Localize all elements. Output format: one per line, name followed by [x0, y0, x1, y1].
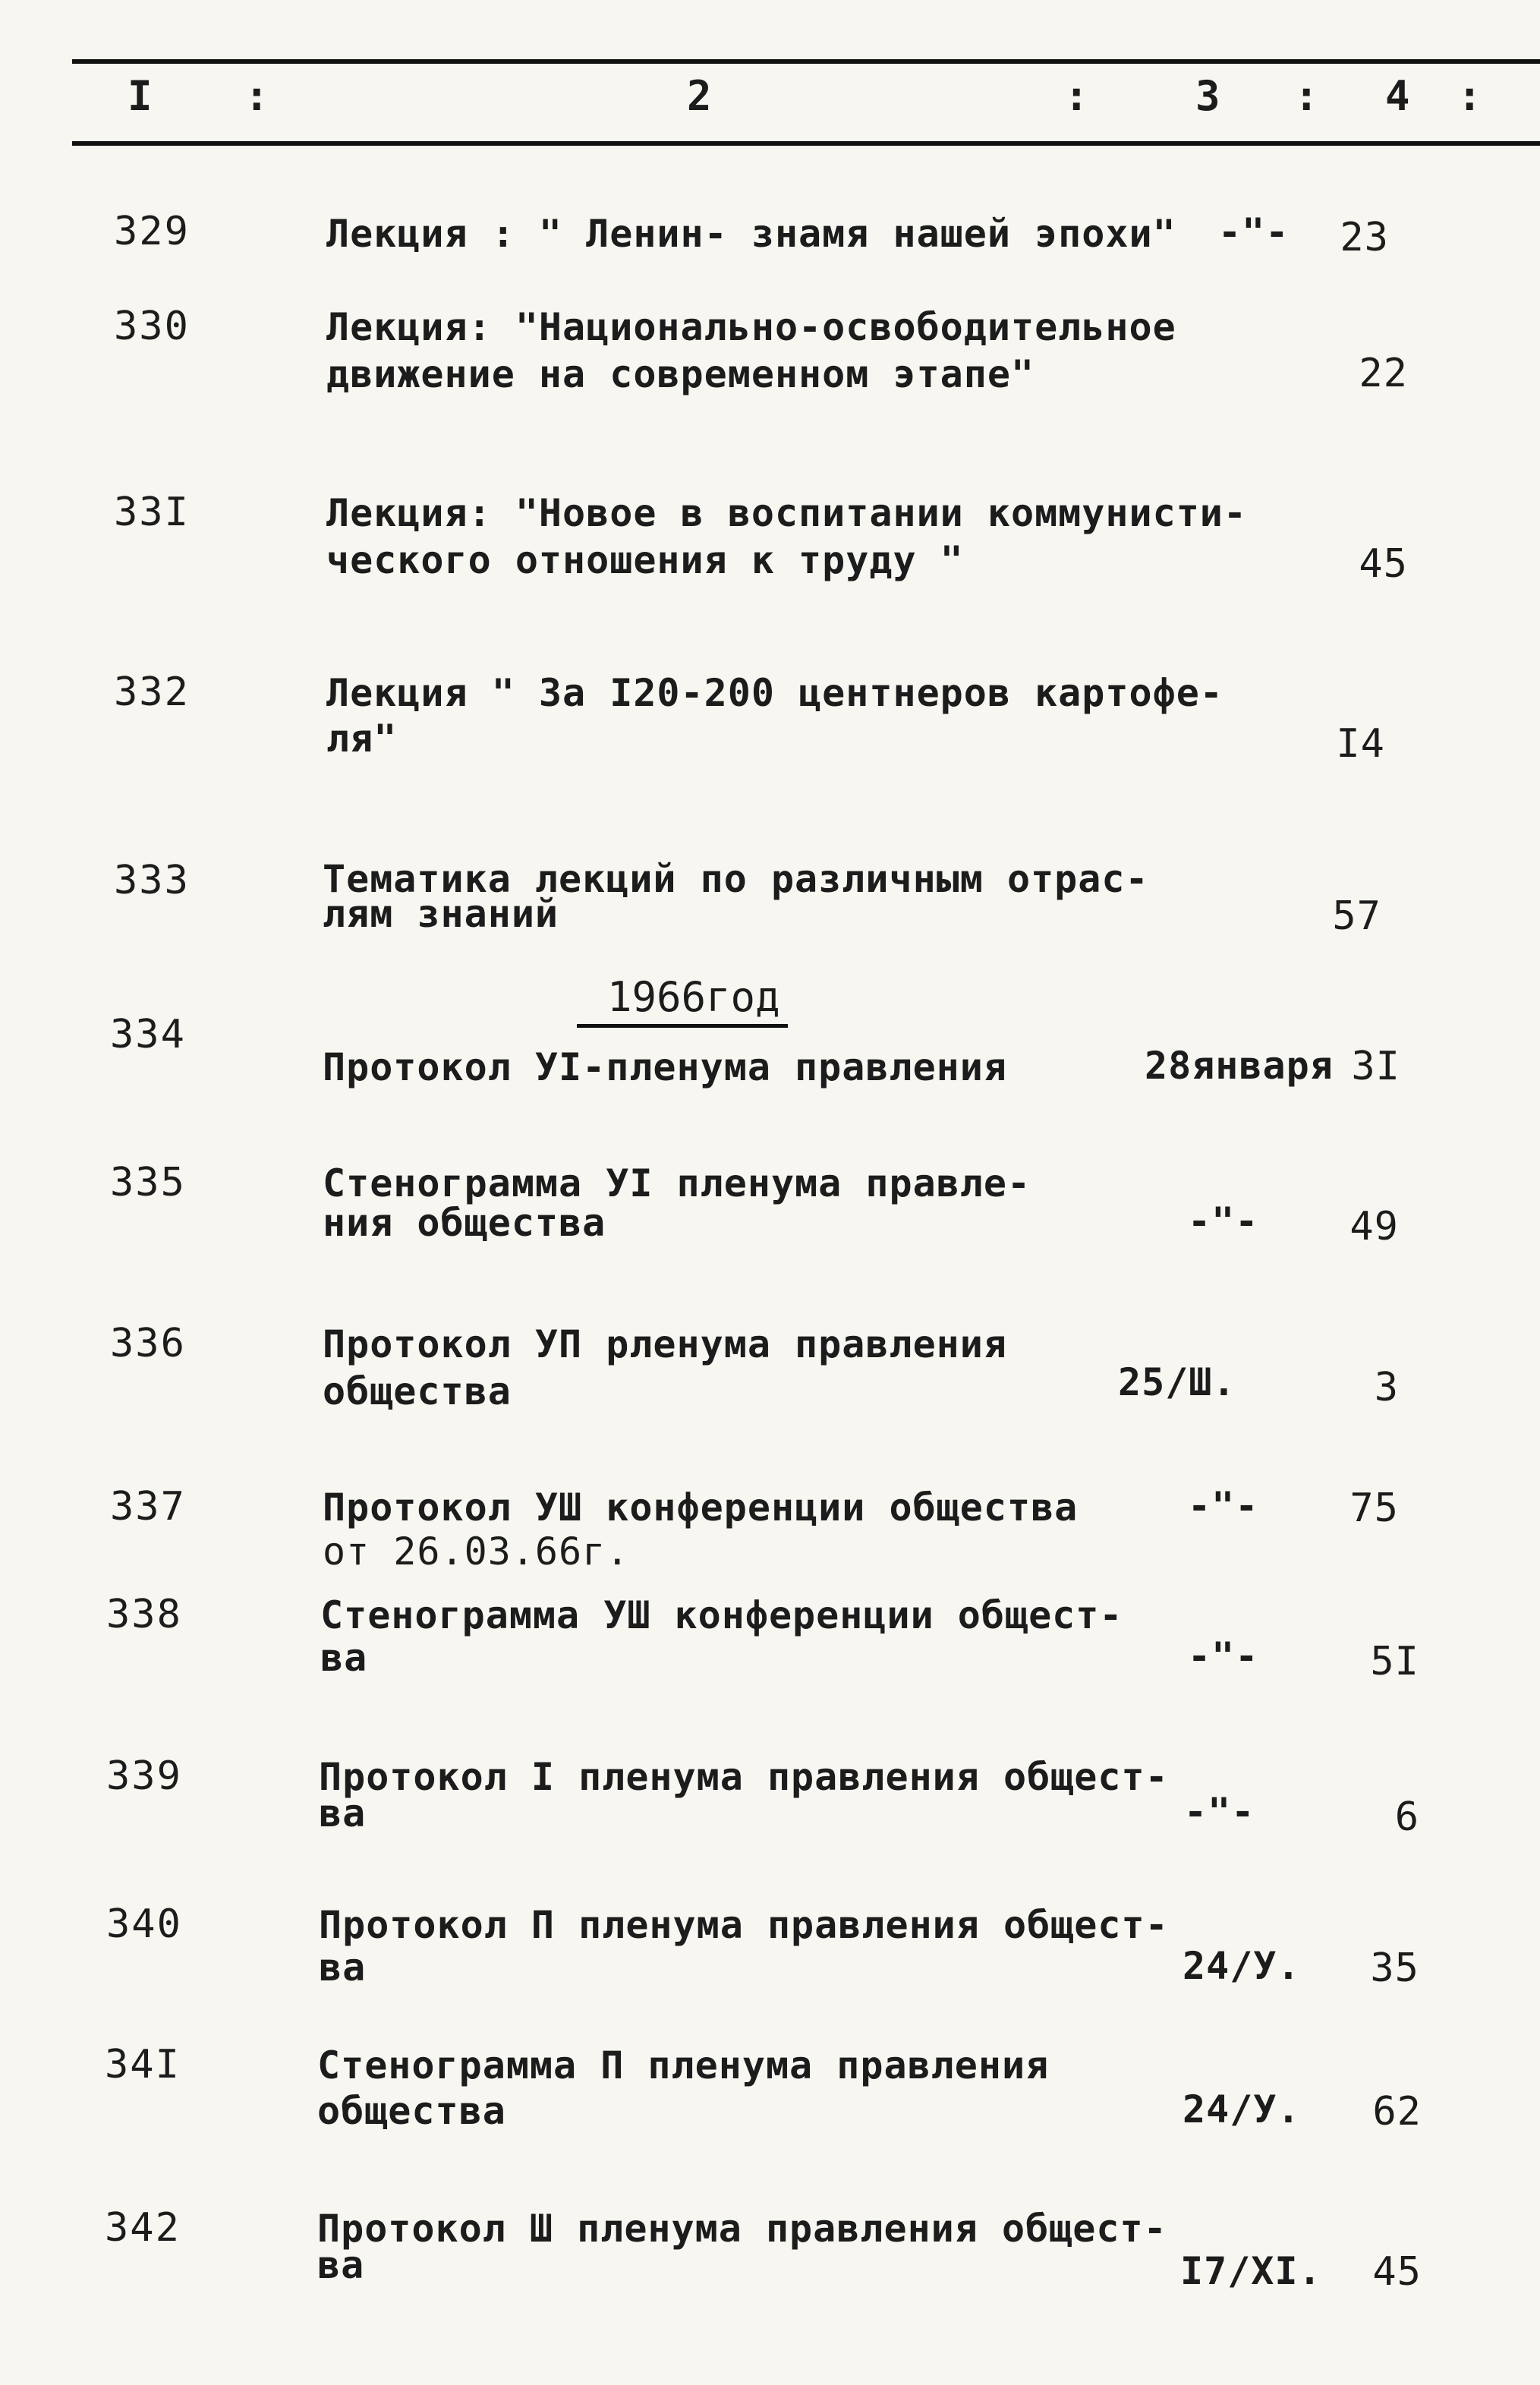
header-col1: I [128, 72, 153, 120]
entry-pages: 75 [1349, 1486, 1399, 1531]
entry-pages: 3 [1374, 1365, 1399, 1410]
entry-title-line2: общества [317, 2089, 506, 2133]
header-sep-3: : [1294, 72, 1319, 120]
entry-title-line1: Протокол I пленума правления общест- [319, 1755, 1169, 1799]
entry-date: 25/Ш. [1118, 1360, 1236, 1404]
entry-date: -"- [1188, 1199, 1259, 1243]
entry-pages: 3I [1351, 1044, 1400, 1089]
entry-title-line1: Протокол Ш пленума правления общест- [317, 2207, 1167, 2251]
entry-number: 339 [106, 1753, 182, 1799]
entry-pages: 22 [1359, 351, 1408, 396]
entry-title-line1: Стенограмма УI пленума правле- [323, 1161, 1031, 1205]
header-col2: 2 [687, 72, 712, 120]
entry-title-line1: Лекция: "Национально-освободительное [326, 305, 1176, 349]
entry-title-line2: ва [317, 2243, 365, 2287]
entry-title-line1: Протокол УШ конференции общества [323, 1486, 1079, 1530]
entry-number: 330 [114, 304, 190, 349]
entry-pages: 35 [1370, 1945, 1419, 1991]
entry-pages: 49 [1349, 1204, 1399, 1249]
entry-pages: 5I [1370, 1639, 1419, 1684]
entry-title-line2: лям знаний [323, 892, 559, 936]
year-heading: 1966год [577, 973, 788, 1028]
entry-pages: 6 [1394, 1794, 1419, 1840]
entry-pages: 45 [1359, 541, 1408, 587]
entry-title-line1: Лекция : " Ленин- знамя нашей эпохи" [326, 212, 1176, 256]
entry-date: -"- [1188, 1634, 1259, 1678]
entry-pages: 57 [1332, 893, 1381, 939]
entry-number: 338 [106, 1592, 182, 1637]
entry-title-line1: Лекция " За I20-200 центнеров картофе- [326, 671, 1223, 715]
header-sep-1: : [244, 72, 269, 120]
entry-title-line2: ва [320, 1636, 368, 1680]
entry-title-line1: Протокол УП рленума правления [323, 1322, 1007, 1366]
entry-date: -"- [1188, 1484, 1259, 1528]
entry-date: -"- [1218, 210, 1290, 254]
entry-title-line2: общества [323, 1369, 512, 1413]
entry-number: 329 [114, 209, 190, 254]
entry-pages: 45 [1372, 2249, 1422, 2295]
entry-number: 334 [110, 1012, 186, 1057]
entry-title-line2: от 26.03.66г. [323, 1530, 630, 1574]
header-sep-2: : [1064, 72, 1089, 120]
entry-title-line1: Протокол УI-пленума правления [323, 1045, 1007, 1089]
header-bottom-rule [72, 141, 1540, 146]
entry-pages: 62 [1372, 2089, 1422, 2135]
entry-title-line1: Стенограмма УШ конференции общест- [320, 1593, 1123, 1637]
entry-title-line2: ва [319, 1945, 367, 1990]
header-sep-4: : [1457, 72, 1482, 120]
entry-date: -"- [1184, 1790, 1255, 1834]
header-col4: 4 [1385, 72, 1410, 120]
entry-number: 335 [110, 1160, 186, 1205]
entry-number: 34I [105, 2042, 181, 2087]
entry-title-line2: ва [319, 1791, 367, 1835]
header-top-rule [72, 59, 1540, 64]
entry-title-line1: Стенограмма П пленума правления [317, 2043, 1050, 2087]
entry-title-line2: ния общества [323, 1201, 606, 1245]
entry-date: 24/У. [1183, 1944, 1301, 1988]
entry-number: 336 [110, 1321, 186, 1366]
entry-number: 337 [110, 1484, 186, 1530]
entry-number: 33I [114, 490, 190, 535]
entry-number: 342 [105, 2205, 181, 2251]
entry-number: 332 [114, 670, 190, 715]
entry-title-line1: Лекция: "Новое в воспитании коммунисти- [326, 491, 1247, 535]
entry-number: 333 [114, 858, 190, 903]
entry-title-line1: Протокол П пленума правления общест- [319, 1903, 1169, 1947]
entry-title-line2: движение на современном этапе" [326, 352, 1035, 396]
entry-date: 28января [1145, 1044, 1334, 1088]
entry-title-line1: Тематика лекций по различным отрас- [323, 857, 1149, 901]
header-col3: 3 [1195, 72, 1220, 120]
entry-pages: 23 [1340, 215, 1389, 260]
entry-date: I7/XI. [1180, 2249, 1322, 2293]
entry-pages: I4 [1336, 721, 1385, 767]
entry-title-line2: ческого отношения к труду " [326, 538, 964, 582]
entry-title-line2: ля" [326, 717, 398, 761]
entry-date: 24/У. [1183, 2087, 1301, 2131]
entry-number: 340 [106, 1901, 182, 1947]
